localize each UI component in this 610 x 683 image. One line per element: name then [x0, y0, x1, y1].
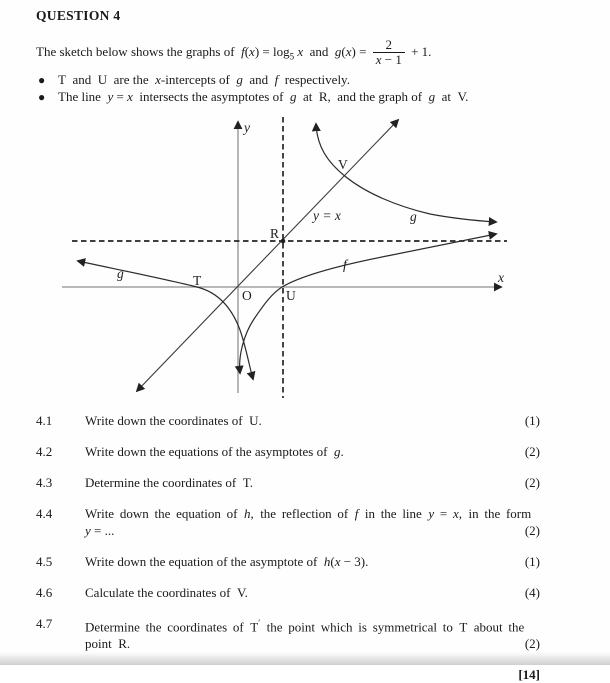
question-text-line: Determine the coordinates of T′ the point which is symmetrical to T about the	[85, 618, 525, 635]
f-label: f	[343, 257, 347, 272]
question-row	[36, 443, 540, 460]
question-title: QUESTION 4	[36, 8, 121, 23]
question-row	[36, 412, 540, 429]
bullet-item	[38, 72, 590, 89]
question-text	[85, 584, 496, 601]
y-axis-label: y	[244, 120, 250, 135]
function-sketch	[0, 110, 610, 407]
question-text-line: point R.	[85, 636, 131, 652]
question-marks: (2)	[524, 475, 540, 490]
fraction: $\frac{2}{x - 1}$	[373, 38, 405, 68]
question-text-line: Write down the coordinates of U.	[85, 413, 262, 428]
point-v-label: V	[338, 157, 348, 172]
origin-label: O	[242, 288, 252, 303]
question-number: 4.4	[36, 506, 53, 521]
question-number: 4.6	[36, 585, 53, 600]
point-u-label: U	[286, 288, 296, 303]
question-text	[85, 474, 496, 491]
question-row	[36, 584, 540, 601]
question-row	[36, 505, 540, 539]
point-r-dot	[281, 239, 286, 244]
question-row	[36, 474, 540, 491]
question-number: 4.3	[36, 475, 53, 490]
line-yx-label: y = x	[313, 208, 341, 223]
intro-text: The sketch below shows the graphs of $f(x) = \log_5 x$ and g(x) = $\frac{2}{x - 1}$ + 1.	[36, 37, 432, 68]
question-marks: (1)	[524, 413, 540, 428]
bullet-list	[38, 72, 590, 105]
question-number: 4.1	[36, 413, 53, 428]
question-row	[36, 615, 540, 652]
bullet-icon: ●	[38, 73, 46, 87]
line-y-equals-x	[137, 120, 398, 391]
bullet-item	[38, 89, 590, 106]
question-text-line: Write down the equation of h, the reflection of f in the line y = x, in the form	[85, 506, 532, 521]
question-text-line: y = ...	[85, 523, 115, 538]
total-marks: [14]	[518, 667, 540, 683]
bullet-icon: ●	[38, 89, 46, 104]
bullet-text: T and U are the x-intercepts of g and f respectively.	[58, 72, 350, 87]
question-number: 4.5	[36, 554, 53, 569]
question-text-line: Write down the equation of the asymptote of h(x − 3).	[85, 554, 369, 569]
question-text	[85, 505, 532, 539]
question-marks: (2)	[524, 444, 540, 459]
question-text-line: Calculate the coordinates of V.	[85, 585, 248, 600]
point-t-label: T	[193, 273, 202, 288]
question-text	[85, 615, 525, 652]
curve-g-upper-branch	[316, 124, 496, 222]
g-left-label: g	[117, 266, 124, 281]
x-axis-label: x	[498, 270, 504, 285]
question-text	[85, 553, 496, 570]
question-marks: (2)	[524, 523, 540, 538]
question-row	[36, 553, 540, 570]
question-text	[85, 412, 496, 429]
question-marks: (2)	[524, 636, 540, 652]
question-number: 4.7	[36, 616, 53, 631]
question-marks: (4)	[524, 585, 540, 600]
question-marks: (1)	[524, 554, 540, 569]
curve-f	[240, 234, 496, 373]
questions-list	[36, 412, 540, 683]
question-number: 4.2	[36, 444, 53, 459]
point-r-label: R	[270, 226, 280, 241]
question-text-line: Write down the equations of the asymptotes of g.	[85, 444, 344, 459]
bullet-text: The line y = x intersects the asymptotes of g at R, and the graph of g at V.	[58, 88, 469, 104]
question-text	[85, 443, 496, 460]
question-text-line: Determine the coordinates of T.	[85, 475, 253, 490]
g-right-label: g	[410, 209, 417, 224]
